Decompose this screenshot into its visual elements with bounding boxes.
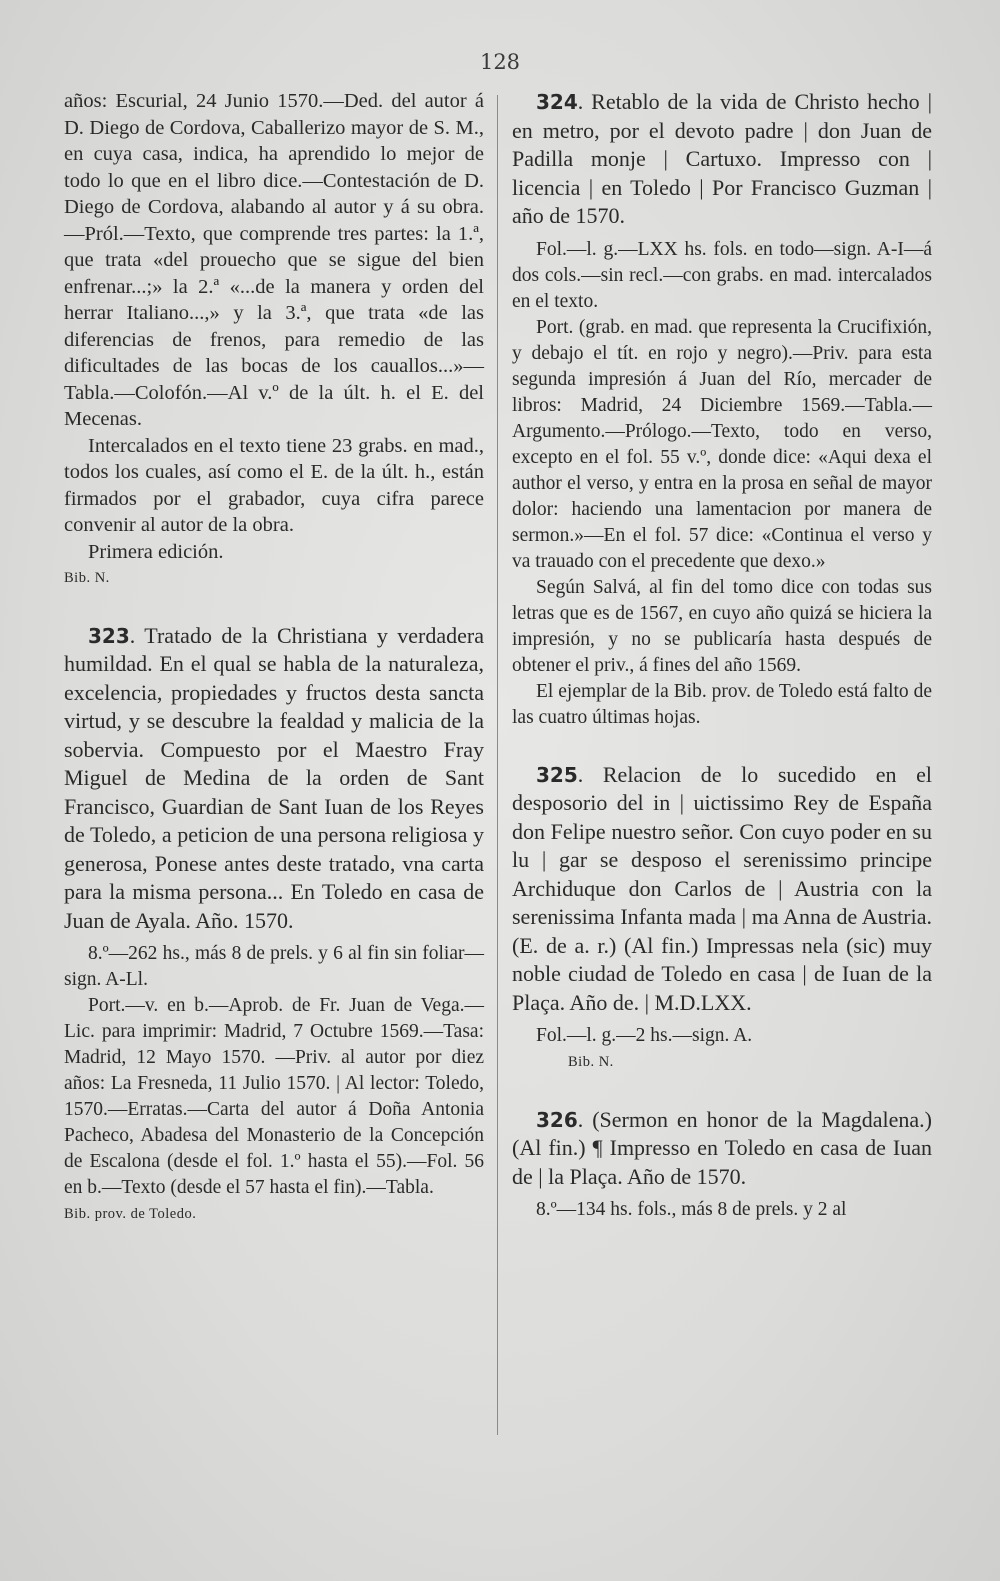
paragraph: El ejemplar de la Bib. prov. de Toledo está falto de las cuatro últimas hojas. — [512, 680, 932, 728]
entry-title: . Retablo de la vida de Christo hecho | en metro, por el devoto padre | don Juan de Padilla monje | Cartuxo. Impresso con | licencia | en Toledo | Por Francisco Guzman | año de 1570. — [512, 89, 932, 228]
paragraph: Según Salvá, al fin del tomo dice con todas sus letras que es de 1567, en cuyo año quizá se hiciera la impresión, y no se publicaría hasta después de obtener el priv., á fines del año 1569. — [512, 576, 932, 676]
right-column — [512, 88, 932, 1223]
paragraph: Fol.—l. g.—LXX hs. fols. en todo—sign. A-I—á dos cols.—sin recl.—con grabs. en mad. intercalados en el texto. — [512, 238, 932, 312]
entry-number: 326 — [536, 1107, 578, 1132]
paragraph: Port.—v. en b.—Aprob. de Fr. Juan de Vega.—Lic. para imprimir: Madrid, 7 Octubre 1569.—Tasa: Madrid, 12 Mayo 1570. —Priv. al autor por diez años: La Fresneda, 11 Julio 1570. | Al lector: Toledo, 1570.—Erratas.—Carta del autor á Doña Antonia Pacheco, Abadesa del Monasterio de la Concepción de Escalona (desde el fol. 1.º hasta el 55).—Fol. 56 en b.—Texto (desde el 57 hasta el fin).—Tabla. — [64, 995, 484, 1198]
entry-325 — [512, 761, 932, 1018]
library-note: Bib. N. — [64, 570, 110, 586]
entry-324 — [512, 88, 932, 231]
entry-323 — [64, 622, 484, 936]
entry-326 — [512, 1106, 932, 1192]
library-note: Bib. prov. de Toledo. — [64, 1206, 197, 1222]
paragraph: Port. (grab. en mad. que representa la Crucifixión, y debajo el tít. en rojo y negro).—Priv. para esta segunda impresión á Juan del Río, mercader de libros: Madrid, 24 Diciembre 1569.—Tabla.—Argumento.—Prólogo.—Texto, todo en verso, excepto en el fol. 55 v.º, donde dice: «Aqui dexa el author el verso, y entra en la prosa en señal de mayor dolor: haciendo una lamentacion por manera de sermon.»—En el fol. 57 dice: «Continua el verso y va trauado con el precedente que dexo.» — [512, 316, 932, 572]
entry-number: 323 — [88, 623, 130, 648]
library-note: Bib. N. — [568, 1054, 614, 1070]
paragraph: 8.º—262 hs., más 8 de prels. y 6 al fin sin foliar—sign. A-Ll. — [64, 943, 484, 990]
paragraph: Intercalados en el texto tiene 23 grabs. en mad., todos los cuales, así como el E. de la últ. h., están firmados por el grabador, cuya cifra parece convenir al autor de la obra. — [64, 434, 484, 536]
paragraph: Primera edición. — [88, 540, 224, 563]
left-column — [64, 88, 484, 1228]
entry-title: . (Sermon en honor de la Magdalena.) (Al fin.) ¶ Impresso en Toledo en casa de Iuan de | la Plaça. Año de 1570. — [512, 1106, 932, 1189]
entry-title: . Tratado de la Christiana y verdadera humildad. En el qual se habla de la naturaleza, excelencia, propiedades y fructos desta sancta virtud, y se descubre la fealdad y malicia de la sobervia. Compuesto por el Maestro Fray Miguel de Medina de la orden de Sant Francisco, Guardian de Sant Iuan de los Reyes de Toledo, a peticion de una persona religiosa y generosa, Ponese antes deste tratado, vna carta para la misma persona... En Toledo en casa de Juan de Ayala. Año. 1570. — [64, 622, 484, 933]
column-divider — [497, 95, 498, 1435]
entry-title: . Relacion de lo sucedido en el desposorio del in | uictissimo Rey de España don Felipe nuestro señor. Con cuyo poder en su lu | gar se desposo el serenissimo principe Archiduque don Carlos de | Austria con la serenissima Infanta mada | ma Anna de Austria. (E. de a. r.) (Al fin.) Impressas nela (sic) muy noble ciudad de Toledo en casa | de Iuan de la Plaça. Año de. | M.D.LXX. — [512, 761, 932, 1015]
paragraph: 8.º—134 hs. fols., más 8 de prels. y 2 al — [536, 1199, 847, 1220]
paragraph: años: Escurial, 24 Junio 1570.—Ded. del autor á D. Diego de Cordova, Caballerizo mayor de S. M., en cuya casa, indica, ha aprendido lo mejor de todo lo que en el libro dice.—Contestación de D. Diego de Cordova, alabando al autor y á su obra.—Pról.—Texto, que comprende tres partes: la 1.ª, que trata «del prouecho que se sigue del bien enfrenar...;» la 2.ª «...de la manera y orden del herrar Italiano...,» y la 3.ª, que trata «de las diferencias de frenos, para remedio de las dificultades de las bocas de los cauallos...»—Tabla.—Colofón.—Al v.º de la últ. h. el E. del Mecenas. — [64, 90, 484, 430]
paragraph: Fol.—l. g.—2 hs.—sign. A. — [536, 1025, 753, 1046]
entry-number: 324 — [536, 90, 578, 114]
entry-number: 325 — [536, 762, 578, 787]
page-number: 128 — [479, 50, 521, 74]
